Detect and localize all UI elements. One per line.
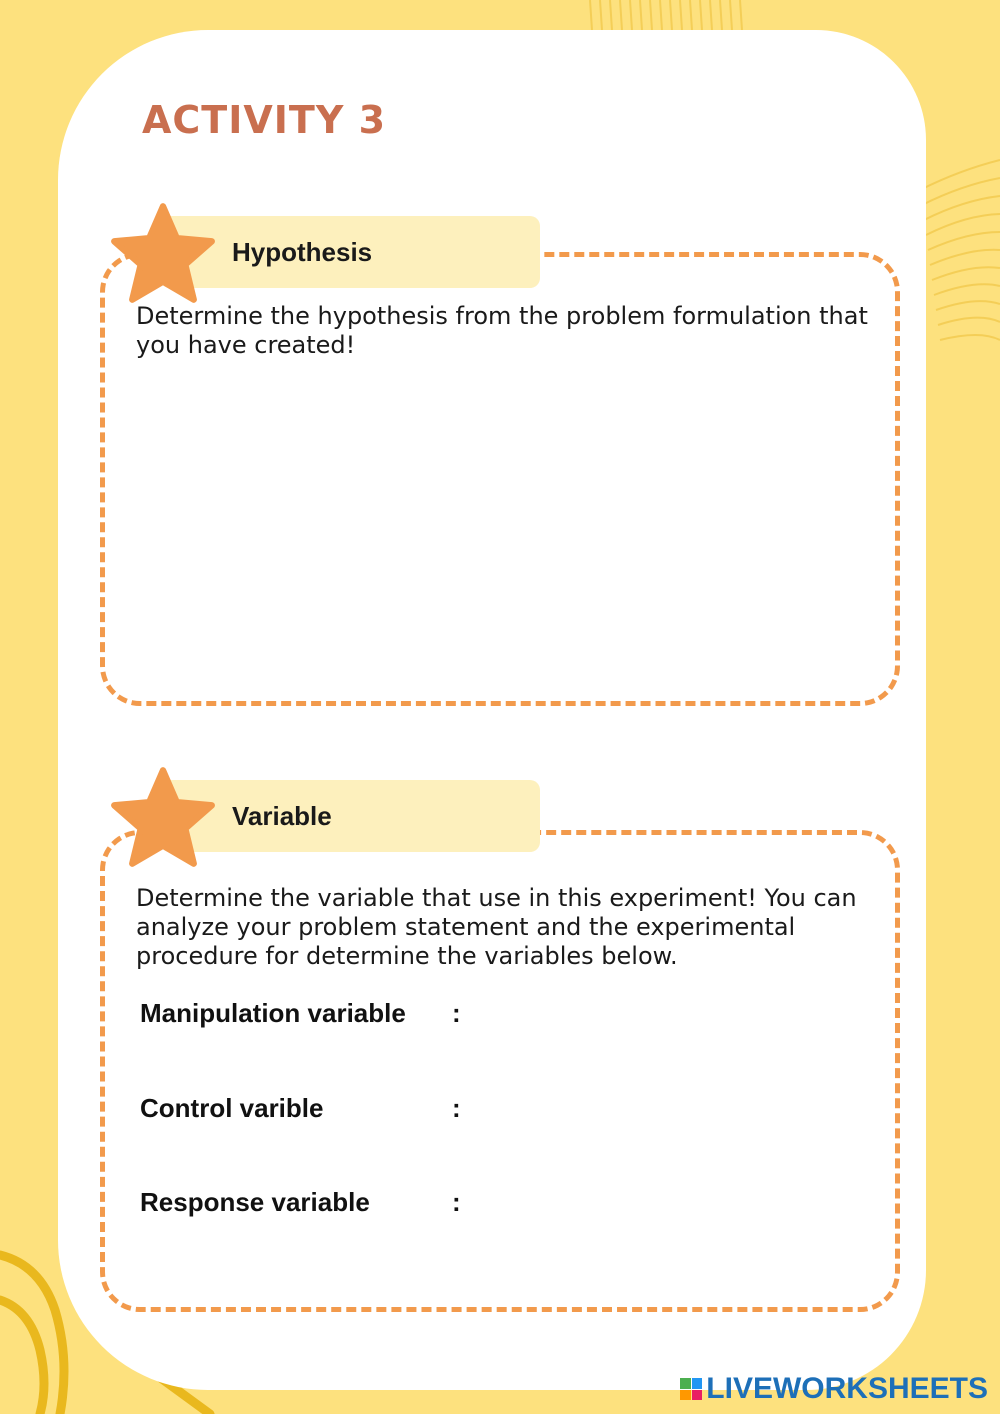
hypothesis-prompt: Determine the hypothesis from the problem formulation that you have created!	[136, 302, 868, 359]
variable-tab	[160, 780, 540, 852]
page-title: ACTIVITY 3	[142, 98, 387, 142]
row-colon: :	[452, 998, 461, 1028]
response-variable-answer[interactable]	[480, 1187, 840, 1221]
hypothesis-label: Hypothesis	[232, 236, 373, 267]
liveworksheets-logo-icon	[680, 1378, 702, 1400]
row-colon: :	[452, 1187, 461, 1217]
hypothesis-answer-area[interactable]	[130, 380, 870, 680]
manipulation-variable-label: Manipulation variable	[140, 998, 406, 1028]
control-variable-label: Control varible	[140, 1093, 324, 1123]
liveworksheets-logo-text: LIVEWORKSHEETS	[706, 1372, 988, 1405]
manipulation-variable-row	[140, 998, 840, 1038]
response-variable-row	[140, 1187, 840, 1227]
row-colon: :	[452, 1093, 461, 1123]
control-variable-answer[interactable]	[480, 1093, 840, 1127]
hypothesis-tab	[160, 216, 540, 288]
variable-prompt: Determine the variable that use in this experiment! You can analyze your problem statement and the experimental procedure for determine the variables below.	[136, 884, 857, 970]
control-variable-row	[140, 1093, 840, 1133]
star-icon	[110, 202, 216, 304]
response-variable-label: Response variable	[140, 1187, 370, 1217]
star-icon	[110, 766, 216, 868]
variable-label: Variable	[232, 800, 332, 831]
liveworksheets-logo	[680, 1372, 988, 1406]
manipulation-variable-answer[interactable]	[480, 998, 840, 1032]
